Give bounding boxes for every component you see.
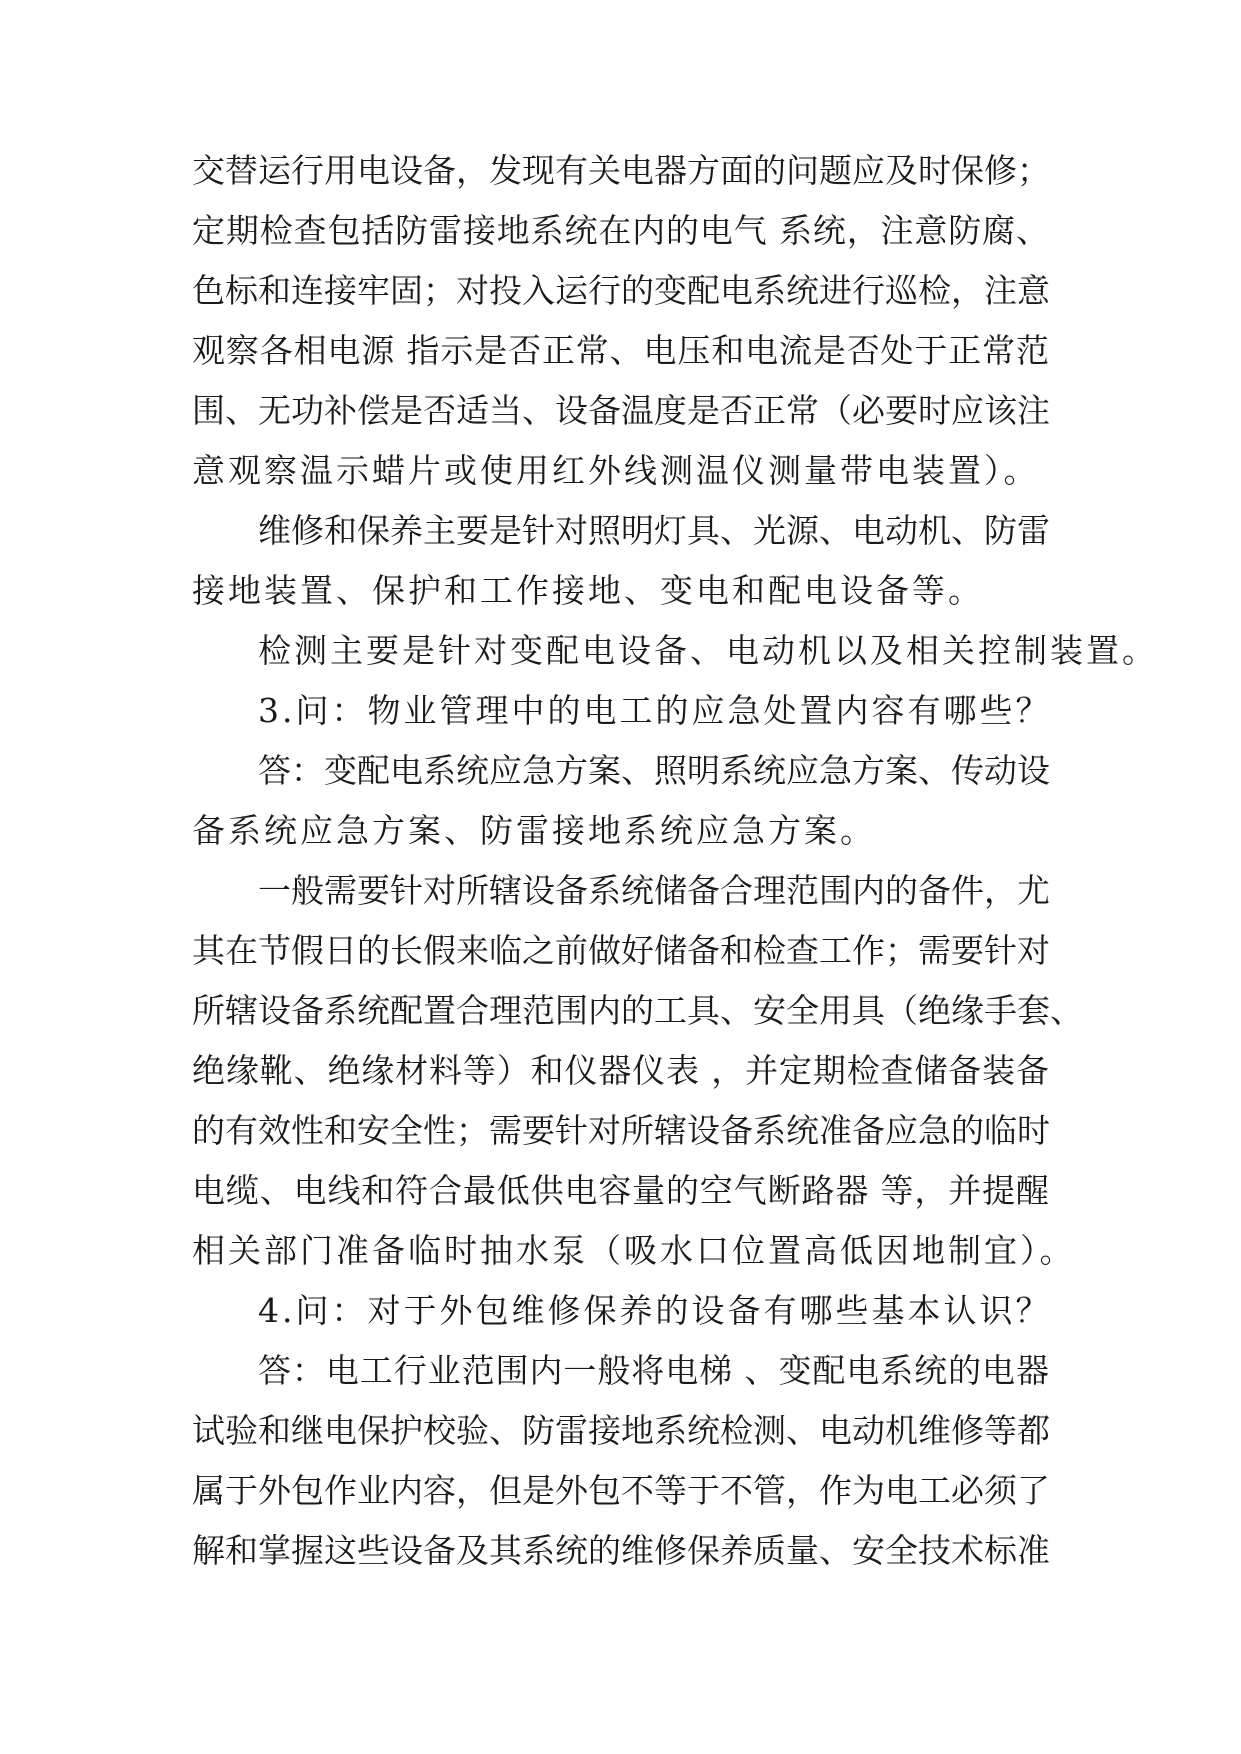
text-line: 交替运行用电设备，发现有关电器方面的问题应及时保修；	[192, 151, 1050, 190]
text-line: 所辖设备系统配置合理范围内的工具、安全用具（绝缘手套、	[192, 991, 1083, 1030]
question-heading: 4.问：对于外包维修保养的设备有哪些基本认识？	[258, 1291, 1052, 1330]
text-line: 其在节假日的长假来临之前做好储备和检查工作；需要针对	[192, 931, 1050, 970]
text-line: 备系统应急方案、防雷接地系统应急方案。	[192, 811, 876, 850]
text-line: 意观察温示蜡片或使用红外线测温仪测量带电装置）。	[192, 451, 1040, 490]
paragraph-first-line: 维修和保养主要是针对照明灯具、光源、电动机、防雷	[258, 511, 1050, 550]
text-line: 电缆、电线和符合最低供电容量的空气断路器 等，并提醒	[192, 1171, 1049, 1210]
paragraph-first-line: 一般需要针对所辖设备系统储备合理范围内的备件，尤	[258, 871, 1050, 910]
text-line: 的有效性和安全性；需要针对所辖设备系统准备应急的临时	[192, 1111, 1050, 1150]
text-line: 试验和继电保护校验、防雷接地系统检测、电动机维修等都	[192, 1411, 1050, 1450]
text-line: 接地装置、保护和工作接地、变电和配电设备等。	[192, 571, 984, 610]
text-line: 属于外包作业内容，但是外包不等于不管，作为电工必须了	[192, 1471, 1050, 1510]
text-line: 色标和连接牢固；对投入运行的变配电系统进行巡检，注意	[192, 271, 1050, 310]
text-line: 绝缘靴、绝缘材料等）和仪器仪表 ，并定期检查储备装备	[192, 1051, 1049, 1090]
answer-first-line: 答：电工行业范围内一般将电梯 、变配电系统的电器	[258, 1351, 1049, 1390]
paragraph-first-line: 检测主要是针对变配电设备、电动机以及相关控制装置。	[258, 631, 1158, 670]
text-line: 围、无功补偿是否适当、设备温度是否正常（必要时应该注	[192, 391, 1050, 430]
question-heading: 3.问：物业管理中的电工的应急处置内容有哪些？	[258, 691, 1052, 730]
text-line: 观察各相电源 指示是否正常、电压和电流是否处于正常范	[192, 331, 1049, 370]
answer-first-line: 答：变配电系统应急方案、照明系统应急方案、传动设	[258, 751, 1050, 790]
text-line: 解和掌握这些设备及其系统的维修保养质量、安全技术标准	[192, 1531, 1050, 1570]
text-line: 定期检查包括防雷接地系统在内的电气 系统，注意防腐、	[192, 211, 1049, 250]
text-line: 相关部门准备临时抽水泵（吸水口位置高低因地制宜）。	[192, 1231, 1076, 1270]
